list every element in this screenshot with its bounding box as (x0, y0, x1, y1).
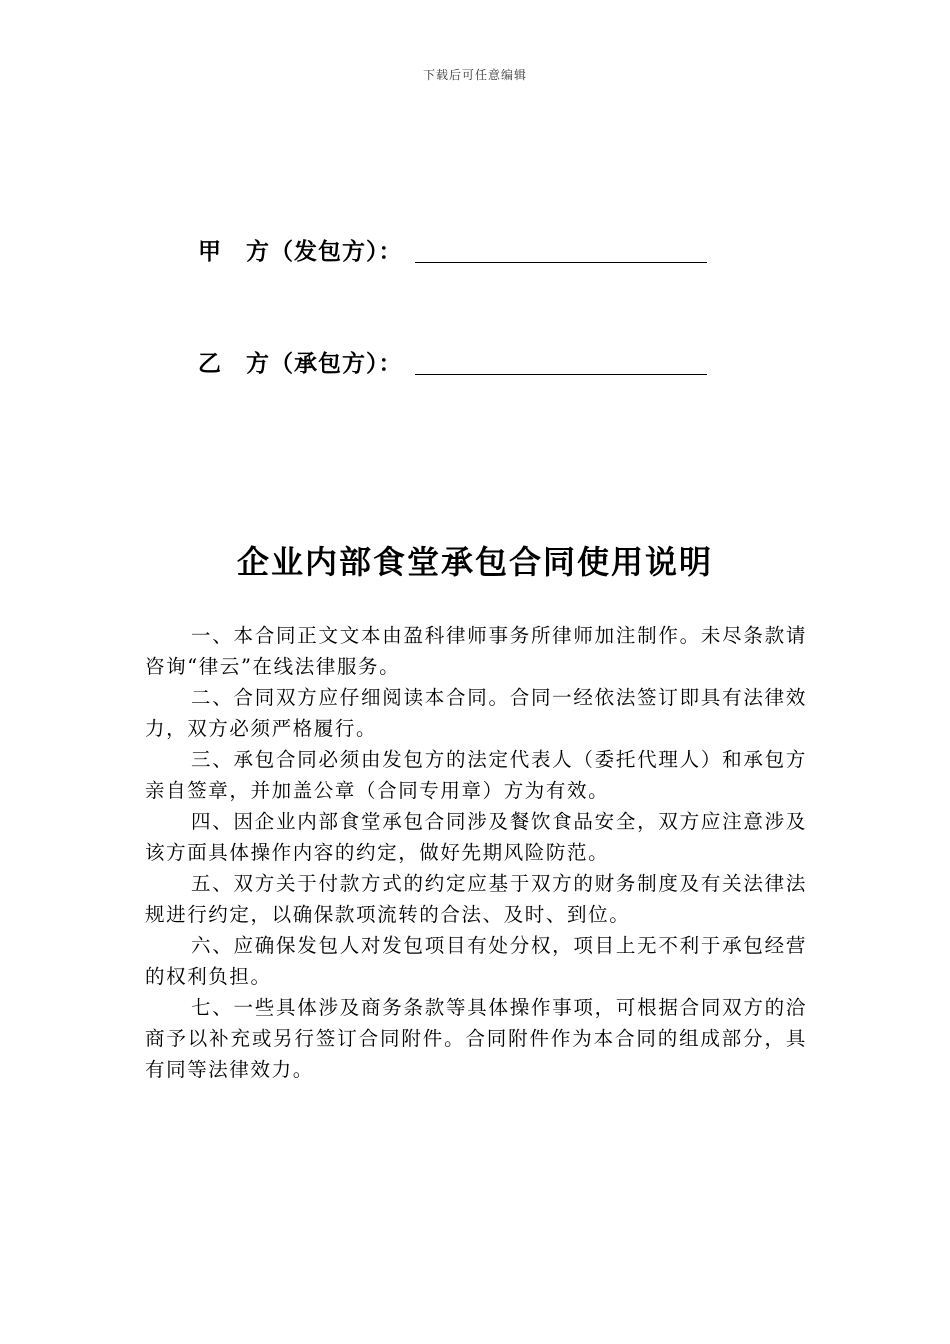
instruction-item: 一、本合同正文文本由盈科律师事务所律师加注制作。未尽条款请咨询“律云”在线法律服务。 (145, 624, 807, 678)
party-b-blank (415, 373, 707, 375)
party-a-label: 甲 方（发包方）： (198, 239, 403, 265)
party-b-label: 乙 方（承包方）： (198, 351, 403, 377)
party-a-line (198, 232, 707, 266)
instructions-list (145, 620, 807, 1085)
instruction-item: 六、应确保发包人对发包项目有处分权，项目上无不利于承包经营的权利负担。 (145, 934, 807, 988)
header-note: 下载后可任意编辑 (422, 68, 527, 82)
instruction-item: 三、承包合同必须由发包方的法定代表人（委托代理人）和承包方亲自签章，并加盖公章（合同专用章）方为有效。 (145, 748, 807, 802)
instruction-item: 七、一些具体涉及商务条款等具体操作事项，可根据合同双方的洽商予以补充或另行签订合同附件。合同附件作为本合同的组成部分，具有同等法律效力。 (145, 996, 807, 1081)
party-a-blank (415, 261, 707, 263)
instruction-item: 二、合同双方应仔细阅读本合同。合同一经依法签订即具有法律效力，双方必须严格履行。 (145, 686, 807, 740)
instruction-item: 四、因企业内部食堂承包合同涉及餐饮食品安全，双方应注意涉及该方面具体操作内容的约定，做好先期风险防范。 (145, 810, 807, 864)
document-title: 企业内部食堂承包合同使用说明 (236, 543, 713, 581)
party-b-line (198, 344, 707, 378)
instruction-item: 五、双方关于付款方式的约定应基于双方的财务制度及有关法律法规进行约定，以确保款项流转的合法、及时、到位。 (145, 872, 807, 926)
